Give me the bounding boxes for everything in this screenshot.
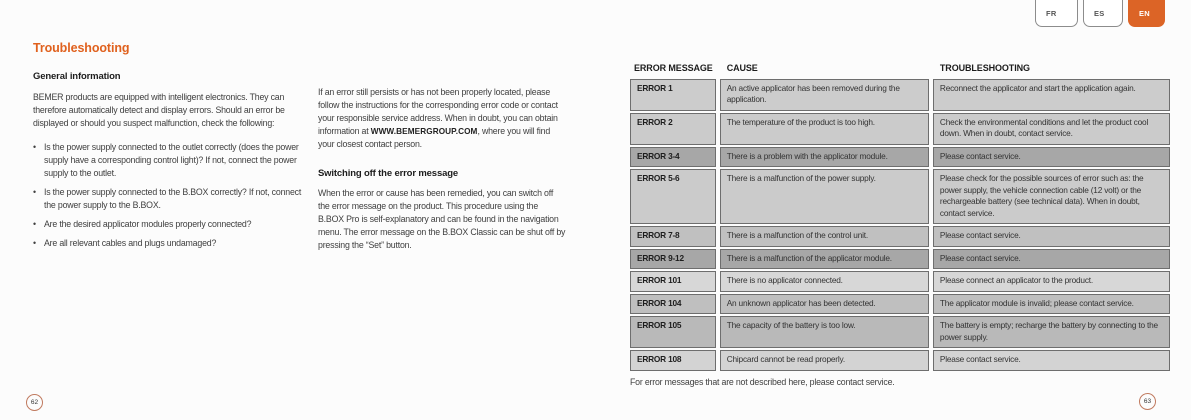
- error-table: [630, 63, 1170, 388]
- checklist-item: [33, 218, 305, 231]
- page-number-left: 62: [26, 394, 43, 411]
- error-cell: ERROR 9-12: [630, 249, 716, 270]
- error-persists-section: [318, 86, 566, 252]
- troubleshooting-cell: Please contact service.: [933, 226, 1170, 247]
- troubleshooting-cell: The applicator module is invalid; please contact service.: [933, 294, 1170, 315]
- table-row: [630, 294, 1170, 315]
- troubleshooting-cell: Please connect an applicator to the product.: [933, 271, 1170, 292]
- error-table-header-row: [630, 63, 1170, 75]
- error-cell: ERROR 5-6: [630, 169, 716, 224]
- bullet-icon: •: [33, 142, 36, 152]
- cause-cell: There is a problem with the applicator module.: [720, 147, 929, 168]
- cause-cell: Chipcard cannot be read properly.: [720, 350, 929, 371]
- checklist-item: [33, 237, 305, 250]
- tab-language-fr[interactable]: FR: [1035, 0, 1078, 27]
- troubleshooting-cell: The battery is empty; recharge the battery by connecting to the power supply.: [933, 316, 1170, 348]
- table-row: [630, 271, 1170, 292]
- error-cell: ERROR 3-4: [630, 147, 716, 168]
- table-row: [630, 249, 1170, 270]
- troubleshooting-cell: Please contact service.: [933, 147, 1170, 168]
- table-row: [630, 113, 1170, 145]
- cause-cell: There is no applicator connected.: [720, 271, 929, 292]
- checklist-item-text: Are the desired applicator modules properly connected?: [44, 219, 252, 229]
- error-cell: ERROR 1: [630, 79, 716, 111]
- checklist-item-text: Are all relevant cables and plugs undamaged?: [44, 238, 217, 248]
- table-row: [630, 226, 1170, 247]
- switching-off-paragraph: When the error or cause has been remedied, you can switch off the error message on the product. This procedure using the B.BOX Pro is self-explanatory and can be found in the navigation menu. The error message on the B.BOX Classic can be shut off by pressing the “Set” button.: [318, 188, 566, 250]
- checklist-item: [33, 186, 305, 212]
- troubleshooting-cell: Please contact service.: [933, 249, 1170, 270]
- table-row: [630, 147, 1170, 168]
- bullet-icon: •: [33, 187, 36, 197]
- checklist-item-text: Is the power supply connected to the B.BOX correctly? If not, connect the power supply to the B.BOX.: [44, 187, 302, 210]
- error-cell: ERROR 105: [630, 316, 716, 348]
- page-title: Troubleshooting: [33, 41, 130, 55]
- column-header-troubleshooting: TROUBLESHOOTING: [939, 63, 1030, 73]
- cause-cell: An unknown applicator has been detected.: [720, 294, 929, 315]
- language-tabs: [1035, 0, 1165, 27]
- troubleshooting-cell: Check the environmental conditions and let the product cool down. When in doubt, contact service.: [933, 113, 1170, 145]
- cause-cell: There is a malfunction of the applicator module.: [720, 249, 929, 270]
- tab-language-es[interactable]: ES: [1083, 0, 1123, 27]
- checklist-item: [33, 141, 305, 180]
- bullet-icon: •: [33, 219, 36, 229]
- table-row: [630, 79, 1170, 111]
- general-information-heading: General information: [33, 71, 121, 82]
- table-footnote: For error messages that are not described here, please contact service.: [630, 376, 895, 387]
- cause-cell: There is a malfunction of the power supply.: [720, 169, 929, 224]
- page-number-right: 63: [1139, 393, 1156, 410]
- general-information-intro: BEMER products are equipped with intelligent electronics. They can therefore automatically detect and display errors. Should an error be displayed or should you suspect malfunction, check the following:: [33, 92, 285, 128]
- error-cell: ERROR 104: [630, 294, 716, 315]
- error-cell: ERROR 2: [630, 113, 716, 145]
- error-table-body: [630, 79, 1170, 371]
- table-row: [630, 350, 1170, 371]
- paragraph-text-before: If an error still persists or has not been properly located, please follow the instructions for the corresponding error code or contact your responsible service address. When in doubt, you can obtain information at: [318, 87, 558, 136]
- checklist: [33, 141, 305, 250]
- error-persists-paragraph: [318, 86, 566, 151]
- cause-cell: The temperature of the product is too high.: [720, 113, 929, 145]
- error-cell: ERROR 108: [630, 350, 716, 371]
- error-cell: ERROR 7-8: [630, 226, 716, 247]
- troubleshooting-cell: Please contact service.: [933, 350, 1170, 371]
- troubleshooting-cell: Please check for the possible sources of error such as: the power supply, the vehicle connection cable (12 volt) or the rechargeable battery (see technical data). When in doubt, contact service.: [933, 169, 1170, 224]
- general-information-section: [33, 70, 305, 256]
- tab-language-en-active[interactable]: EN: [1128, 0, 1165, 27]
- bemergroup-url-link[interactable]: WWW.BEMERGROUP.COM: [370, 127, 478, 136]
- paragraph-text-after: , where you will find your closest contact person.: [318, 126, 551, 149]
- column-header-error-message: ERROR MESSAGE: [634, 63, 713, 73]
- bullet-icon: •: [33, 238, 36, 248]
- troubleshooting-cell: Reconnect the applicator and start the application again.: [933, 79, 1170, 111]
- switching-off-heading: Switching off the error message: [318, 168, 458, 179]
- cause-cell: There is a malfunction of the control unit.: [720, 226, 929, 247]
- table-row: [630, 169, 1170, 224]
- checklist-item-text: Is the power supply connected to the outlet correctly (does the power supply have a corresponding control light)? If not, connect the power supply to the outlet.: [44, 142, 299, 178]
- table-row: [630, 316, 1170, 348]
- cause-cell: An active applicator has been removed during the application.: [720, 79, 929, 111]
- cause-cell: The capacity of the battery is too low.: [720, 316, 929, 348]
- column-header-cause: CAUSE: [726, 63, 758, 73]
- error-cell: ERROR 101: [630, 271, 716, 292]
